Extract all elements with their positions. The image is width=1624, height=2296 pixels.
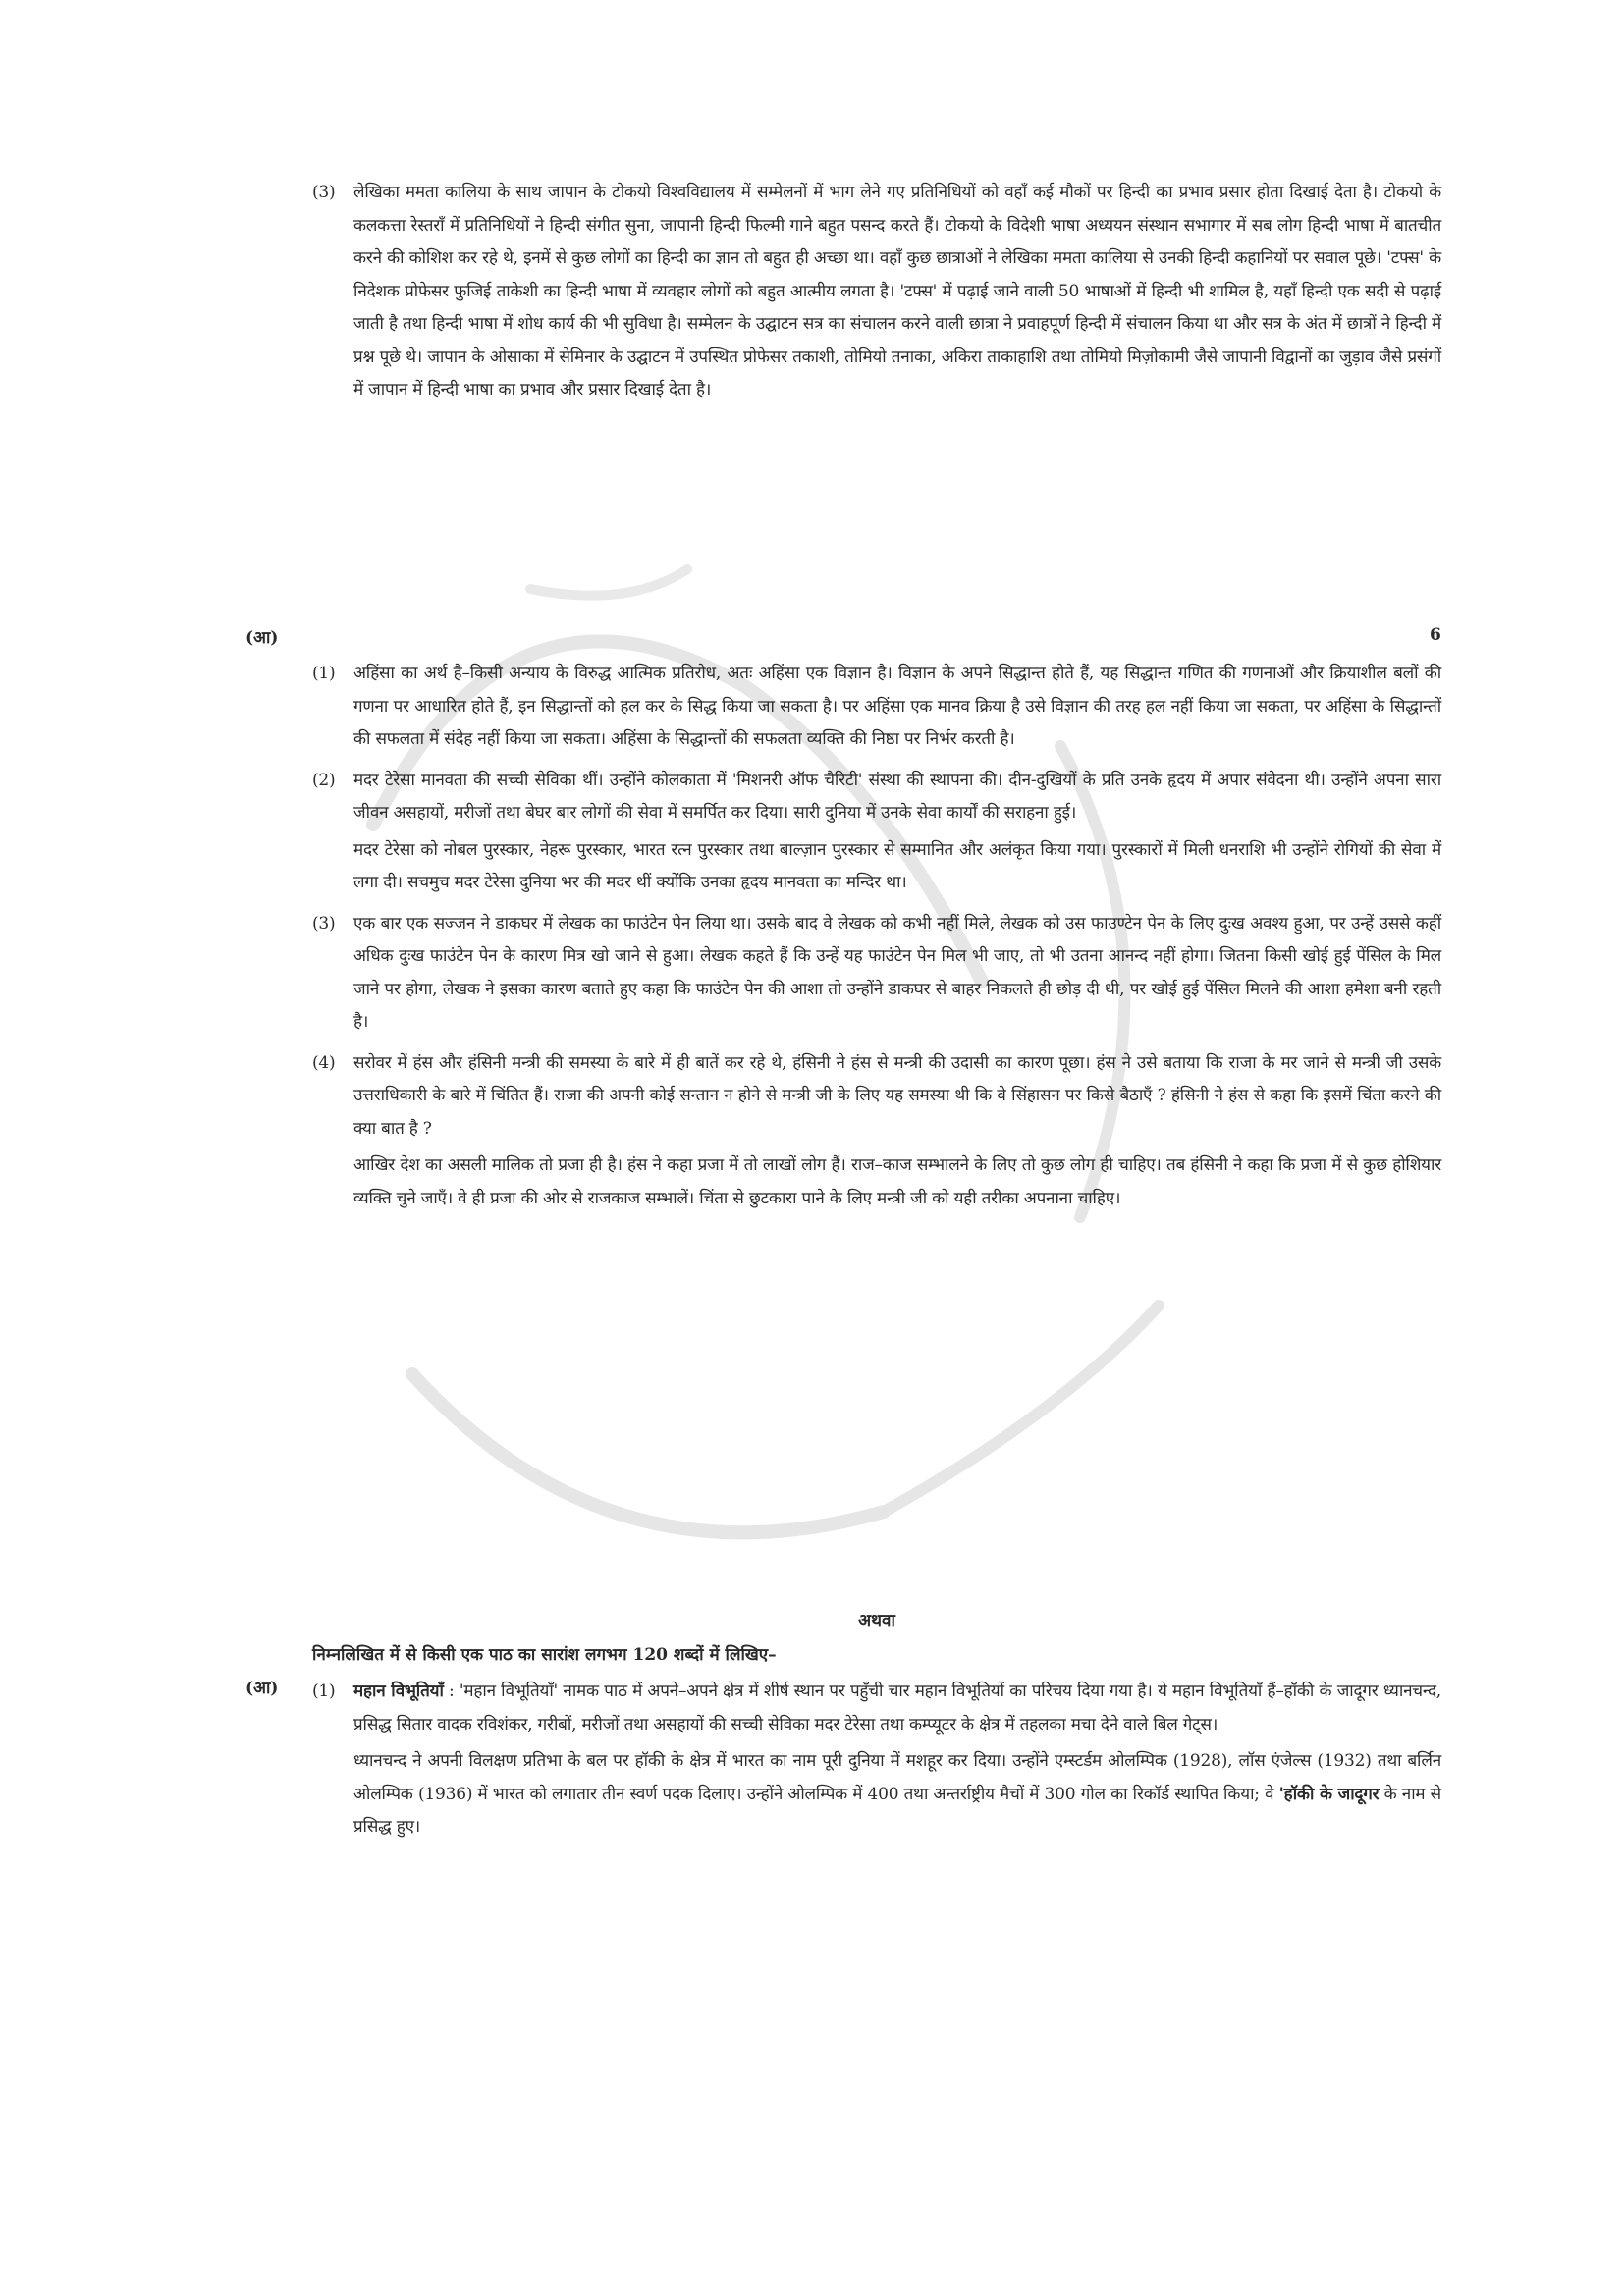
summary-body: ध्यानचन्द ने अपनी विलक्षण प्रतिभा के बल पर हॉकी के क्षेत्र में भारत का नाम पूरी दुनिया में मशहूर कर दिया। उन्होंने एम्स्टर्डम ओलम्पिक (1928), लॉस एंजेल्स (1932) तथा बर्लिन ओलम्पिक (1936) में भारत को लगातार तीन स्वर्ण पदक दिलाए। उन्होंने ओलम्पिक में 400 तथा अन्तर्राष्ट्रीय मैचों में 300 गोल का रिकॉर्ड स्थापित किया; वे <box>353 1751 1441 1804</box>
prev-section-item-3 <box>312 177 1441 407</box>
summary-intro: 'महान विभूतियाँ' नामक पाठ में अपने–अपने क्षेत्र में शीर्ष स्थान पर पहुँची चार महान विभूतियों का परिचय दिया गया है। ये महान विभूतियाँ हैं–हॉकी के जादूगर ध्यानचन्द, प्रसिद्ध सितार वादक रविशंकर, गरीबों, मरीजों तथा असहायों की सच्ची सेविका मदर टेरेसा तथा कम्प्यूटर के क्षेत्र में तहलका मचा देने वाले बिल गेट्स। <box>353 1682 1441 1735</box>
summary-title: महान विभूतियाँ <box>353 1682 444 1701</box>
summary-tail-end: के नाम से प्रसिद्ध हुए। <box>353 1784 1441 1837</box>
list-item <box>312 1676 1441 1844</box>
item-number: (3) <box>312 183 336 202</box>
paragraph <box>353 1745 1441 1844</box>
section-label-2: (आ) <box>245 1679 279 1698</box>
instruction-text: निम्नलिखित में से किसी एक पाठ का सारांश लगभग 120 शब्दों में लिखिए– <box>312 1645 777 1665</box>
list-item <box>312 1047 1441 1216</box>
item-number: (2) <box>312 770 336 790</box>
paragraph: आखिर देश का असली मालिक तो प्रजा ही है। हंस ने कहा प्रजा में तो लाखों लोग हैं। राज–काज सम्भालने के लिए तो कुछ लोग ही चाहिए। तब हंसिनी ने कहा कि प्रजा में से कुछ होशियार व्यक्ति चुने जाएँ। वे ही प्रजा की ओर से राजकाज सम्भालें। चिंता से छुटकारा पाने के लिए मन्त्री जी को यही तरीका अपनाना चाहिए। <box>353 1155 1442 1208</box>
marks-label: 6 <box>1430 625 1441 645</box>
section-aa-items <box>312 658 1441 1215</box>
paragraph: एक बार एक सज्जन ने डाकघर में लेखक का फाउंटेन पेन लिया था। उसके बाद वे लेखक को कभी नहीं मिले, लेखक को उस फाउण्टेन पेन के लिए दुःख अवश्य हुआ, पर उन्हें उससे कहीं अधिक दुःख फाउंटेन पेन के कारण मित्र खो जाने से हुआ। लेखक कहते हैं कि उन्हें यह फाउंटेन पेन मिल भी जाए, तो भी उतना आनन्द नहीं होगा। जितना किसी खोई हुई पेंसिल के मिल जाने पर होगा, लेखक ने इसका कारण बताते हुए कहा कि फाउंटेन पेन की आशा तो उन्होंने डाकघर से बाहर निकलते ही छोड़ दी थी, पर खोई हुई पेंसिल मिलने की आशा हमेशा बनी रहती है। <box>353 913 1441 1032</box>
section-label: (आ) <box>245 628 279 648</box>
summary-section <box>312 1676 1441 1844</box>
list-item <box>312 658 1441 757</box>
item-number: (3) <box>312 913 336 934</box>
item-number: (1) <box>312 664 336 683</box>
paragraph: अहिंसा का अर्थ है–किसी अन्याय के विरुद्ध आत्मिक प्रतिरोध, अतः अहिंसा एक विज्ञान है। विज्ञान के अपने सिद्धान्त होते हैं, यह सिद्धान्त गणित की गणनाओं और क्रियाशील बलों की गणना पर आधारित होते हैं, इन सिद्धान्तों को हल कर के सिद्ध किया जा सकता है। पर अहिंसा एक मानव क्रिया है उसे विज्ञान की तरह हल नहीं किया जा सकता, पर अहिंसा के सिद्धान्तों की सफलता में संदेह नहीं किया जा सकता। अहिंसा के सिद्धान्तों की सफलता व्यक्ति की निष्ठा पर निर्भर करती है। <box>353 664 1441 749</box>
list-item <box>312 908 1441 1040</box>
item-number: (1) <box>312 1682 336 1701</box>
paragraph: सरोवर में हंस और हंसिनी मन्त्री की समस्या के बारे में ही बातें कर रहे थे, हंसिनी ने हंस से मन्त्री की उदासी का कारण पूछा। हंस ने उसे बताया कि राजा के मर जाने से मन्त्री जी उसके उत्तराधिकारी के बारे में चिंतित हैं। राजा की अपनी कोई सन्तान न होने से मन्त्री जी के लिए यह समस्या थी कि वे सिंहासन पर किसे बैठाएँ ? हंसिनी ने हंस से कहा कि इसमें चिंता करने की क्या बात है ? <box>353 1052 1441 1139</box>
paragraph: मदर टेरेसा मानवता की सच्ची सेविका थीं। उन्होंने कोलकाता में 'मिशनरी ऑफ चैरिटी' संस्था की स्थापना की। दीन-दुखियों के प्रति उनके हृदय में अपार संवेदना थी। उन्होंने अपना सारा जीवन असहायों, मरीजों तथा बेघर बार लोगों की सेवा में समर्पित कर दिया। सारी दुनिया में उनके सेवा कार्यों की सराहना हुई। <box>353 770 1441 823</box>
item-number: (4) <box>312 1052 336 1073</box>
list-item <box>312 765 1441 900</box>
or-heading: अथवा <box>858 1611 895 1630</box>
list-item <box>312 177 1441 407</box>
paragraph: लेखिका ममता कालिया के साथ जापान के टोकयो विश्वविद्यालय में सम्मेलनों में भाग लेने गए प्रतिनिधियों को वहाँ कई मौकों पर हिन्दी का प्रभाव प्रसार होता दिखाई देता है। टोकयो के कलकत्ता रेस्तराँ में प्रतिनिधियों ने हिन्दी संगीत सुना, जापानी हिन्दी फिल्मी गाने बहुत पसन्द करते हैं। टोकयो के विदेशी भाषा अध्ययन संस्थान सभागार में सब लोग हिन्दी भाषा में बातचीत करने की कोशिश कर रहे थे, इनमें से कुछ लोगों का हिन्दी का ज्ञान तो बहुत ही अच्छा था। वहाँ कुछ छात्राओं ने लेखिका ममता कालिया से उनकी हिन्दी कहानियों पर सवाल पूछे। 'टफ्स' के निदेशक प्रोफेसर फुजिई ताकेशी का हिन्दी भाषा में व्यवहार लोगों को बहुत आत्मीय लगता है। 'टफ्स' में पढ़ाई जाने वाली 50 भाषाओं में हिन्दी भी शामिल है, यहाँ हिन्दी एक सदी से पढ़ाई जाती है तथा हिन्दी भाषा में शोध कार्य की भी सुविधा है। सम्मेलन के उद्घाटन सत्र का संचालन करने वाली छात्रा ने प्रवाहपूर्ण हिन्दी में संचालन किया था और सत्र के अंत में छात्रों ने हिन्दी में प्रश्न पूछे थे। जापान के ओसाका में सेमिनार के उद्घाटन में उपस्थित प्रोफेसर तकाशी, तोमियो तनाका, अकिरा ताकाहाशि तथा तोमियो मिज़ोकामी जैसे जापानी विद्वानों का जुड़ाव जैसे प्रसंगों में जापान में हिन्दी भाषा का प्रभाव और प्रसार दिखाई देता है। <box>353 183 1441 400</box>
paragraph <box>353 1676 1441 1741</box>
summary-bold-tail: 'हॉकी के जादूगर <box>1278 1784 1380 1804</box>
title-separator: : <box>443 1682 460 1701</box>
paragraph: मदर टेरेसा को नोबल पुरस्कार, नेहरू पुरस्कार, भारत रत्न पुरस्कार तथा बाल्ज़ान पुरस्कार से सम्मानित और अलंकृत किया गया। पुरस्कारों में मिली धनराशि भी उन्होंने रोगियों की सेवा में लगा दी। सचमुच मदर टेरेसा दुनिया भर की मदर थीं क्योंकि उनका हृदय मानवता का मन्दिर था। <box>353 839 1441 892</box>
